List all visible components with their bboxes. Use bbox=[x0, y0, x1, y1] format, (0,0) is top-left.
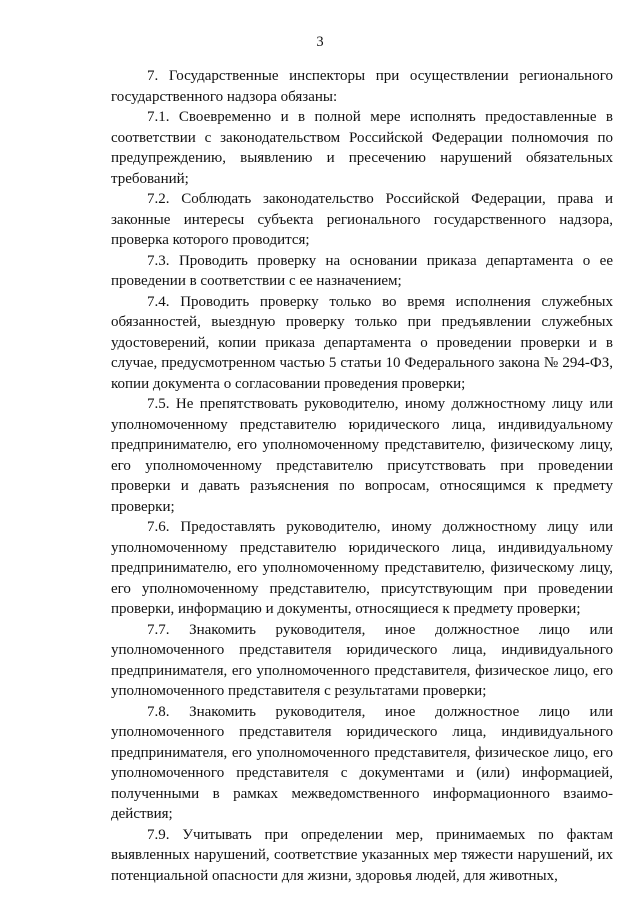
document-body bbox=[111, 66, 613, 886]
paragraph-7-1: 7.1. Своевременно и в полной мере исполнять предоставленные в соответствии с законодательством Российской Федерации полномочия по предупреждению, выявлению и пресечению нарушений обязательных требований; bbox=[111, 109, 613, 187]
paragraph-7-4: 7.4. Проводить проверку только во время исполнения служебных обязанностей, выездную проверку только при предъявлении служебных удостоверений, копии приказа департамента о проведении проверки и в случае, предусмотренном частью 5 статьи 10 Федерального закона № 294-ФЗ, копии документа о согласовании проведения проверки; bbox=[111, 293, 613, 392]
paragraph-7-2: 7.2. Соблюдать законодательство Российской Федерации, права и законные интересы субъекта регионального государственного надзора, проверка которого проводится; bbox=[111, 191, 613, 248]
paragraph-7-8: 7.8. Знакомить руководителя, иное должностное лицо или уполномоченного представителя юридического лица, индивидуального предпринимателя, его уполномоченного представителя, физическое лицо, его уполномоченного представителя с документами и (или) информацией, полученными в рамках межведомственного информационного взаимо-действия; bbox=[111, 703, 613, 822]
paragraph-7-3: 7.3. Проводить проверку на основании приказа департамента о ее проведении в соответствии с ее назначением; bbox=[111, 252, 613, 289]
paragraph-7: 7. Государственные инспекторы при осуществлении регионального государственного надзора обязаны: bbox=[111, 68, 613, 105]
paragraph-7-5: 7.5. Не препятствовать руководителю, иному должностному лицу или уполномоченному представителю юридического лица, индивидуальному предпринимателю, его уполномоченному представителю, физическому лицу, его уполномоченному представителю присутствовать при проведении проверки и давать разъяснения по вопросам, относящимся к предмету проверки; bbox=[111, 396, 613, 515]
paragraph-7-7: 7.7. Знакомить руководителя, иное должностное лицо или уполномоченного представителя юридического лица, индивидуального предпринимателя, его уполномоченного представителя, физическое лицо, его уполномоченного представителя с результатами проверки; bbox=[111, 621, 613, 699]
paragraph-7-6: 7.6. Предоставлять руководителю, иному должностному лицу или уполномоченному представителю юридического лица, индивидуальному предпринимателю, его уполномоченному представителю, физическому лицу, его уполномоченному представителю, присутствующим при проведении проверки, информацию и документы, относящиеся к предмету проверки; bbox=[111, 519, 613, 617]
paragraph-7-9: 7.9. Учитывать при определении мер, принимаемых по фактам выявленных нарушений, соответствие указанных мер тяжести нарушений, их потенциальной опасности для жизни, здоровья людей, для животных, bbox=[111, 826, 613, 884]
page-number: 3 bbox=[316, 34, 324, 50]
